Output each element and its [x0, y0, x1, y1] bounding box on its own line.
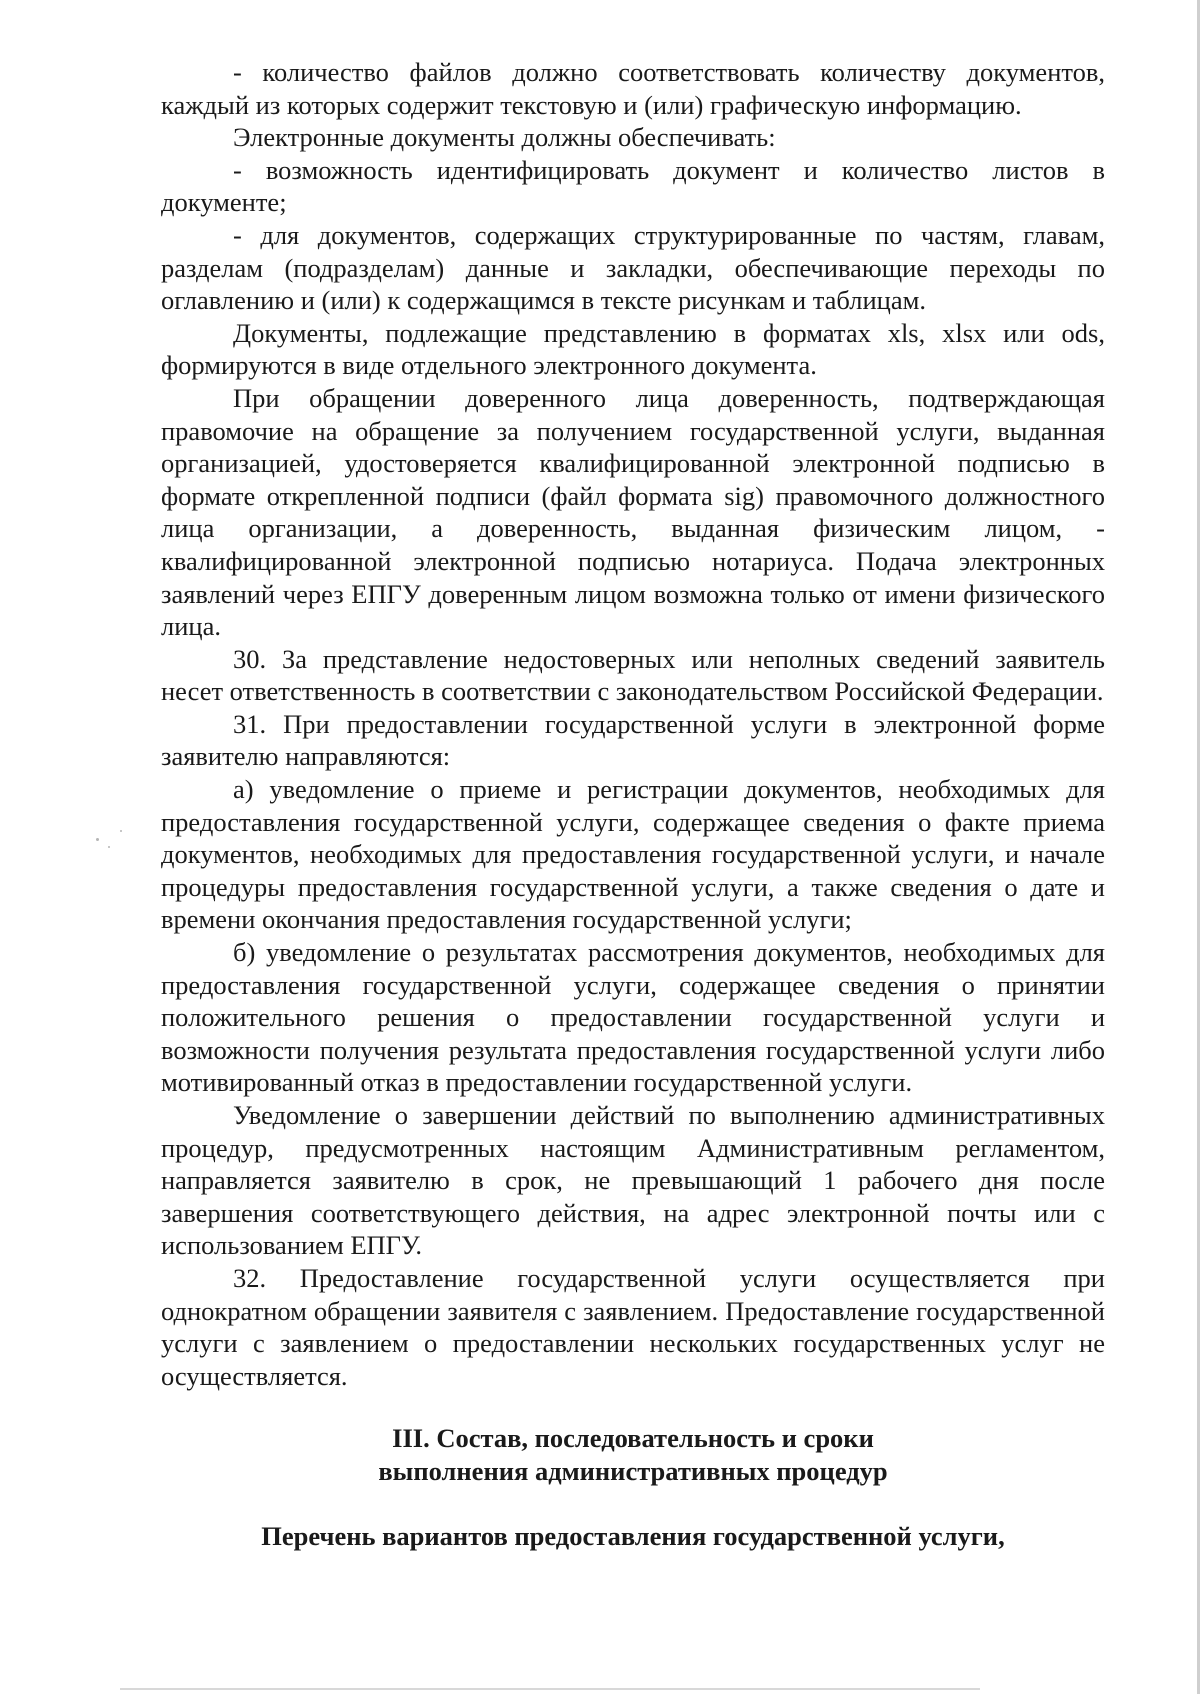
scan-bottom-artifact [120, 1688, 980, 1690]
paragraph-power-of-attorney: При обращении доверенного лица доверенность, подтверждающая правомочие на обращение за получением государственной услуги, выданная организацией, удостоверяется квалифицированной электронной подписью в формате открепленной подписи (файл формата sig) правомочного должностного лица организации, а доверенность, выданная физическим лицом, - квалифицированной электронной подписью нотариуса. Подача электронных заявлений через ЕПГУ доверенным лицом возможна только от имени физического лица. [161, 382, 1105, 642]
paragraph-item-32: 32. Предоставление государственной услуги осуществляется при однократном обращении заявителя с заявлением. Предоставление государственной услуги с заявлением о предоставлении нескольких государственных услуг не осуществляется. [161, 1262, 1105, 1391]
section-heading-line-2: выполнения административных процедур [378, 1455, 888, 1486]
paragraph-structured-documents: - для документов, содержащих структурированные по частям, главам, разделам (подразделам) данные и закладки, обеспечивающие переходы по оглавлению и (или) к содержащимся в тексте рисункам и таблицам. [161, 219, 1105, 316]
paragraph-notification: Уведомление о завершении действий по выполнению административных процедур, предусмотренных настоящим Административным регламентом, направляется заявителю в срок, не превышающий 1 рабочего дня после завершения соответствующего действия, на адрес электронной почты или с использованием ЕПГУ. [161, 1100, 1105, 1261]
paragraph-item-31a: а) уведомление о приеме и регистрации документов, необходимых для предоставления государственной услуги, содержащее сведения о факте приема документов, необходимых для предоставления государственной услуги, и начале процедуры предоставления государственной услуги, а также сведения о дате и времени окончания предоставления государственной услуги; [161, 774, 1105, 935]
spacer [161, 1392, 1105, 1422]
paragraph-item-31b: б) уведомление о результатах рассмотрения документов, необходимых для предоставления государственной услуги, содержащее сведения о принятии положительного решения о предоставлении государственной услуги и возможности получения результата предоставления государственной услуги либо мотивированный отказ в предоставлении государственной услуги. [161, 937, 1105, 1098]
document-body [161, 56, 1105, 1552]
paragraph-item-30: 30. За представление недостоверных или неполных сведений заявитель несет ответственность в соответствии с законодательством Российской Федерации. [161, 643, 1105, 707]
scan-speck [120, 830, 122, 832]
paragraph-spreadsheet-formats: Документы, подлежащие представлению в форматах xls, xlsx или ods, формируются в виде отдельного электронного документа. [161, 317, 1105, 381]
scan-speck [96, 838, 99, 841]
paragraph-identify-document: - возможность идентифицировать документ и количество листов в документе; [161, 154, 1105, 218]
subheading: Перечень вариантов предоставления государственной услуги, [261, 1520, 1005, 1551]
paragraph-requirements-intro: Электронные документы должны обеспечивать: [233, 122, 776, 153]
paragraph-files-count: - количество файлов должно соответствовать количеству документов, каждый из которых содержит текстовую и (или) графическую информацию. [161, 57, 1105, 120]
spacer [161, 1488, 1105, 1520]
section-heading-line-1: III. Состав, последовательность и сроки [392, 1423, 874, 1454]
paragraph-item-31: 31. При предоставлении государственной услуги в электронной форме заявителю направляются: [161, 708, 1105, 772]
scan-speck [108, 846, 110, 848]
